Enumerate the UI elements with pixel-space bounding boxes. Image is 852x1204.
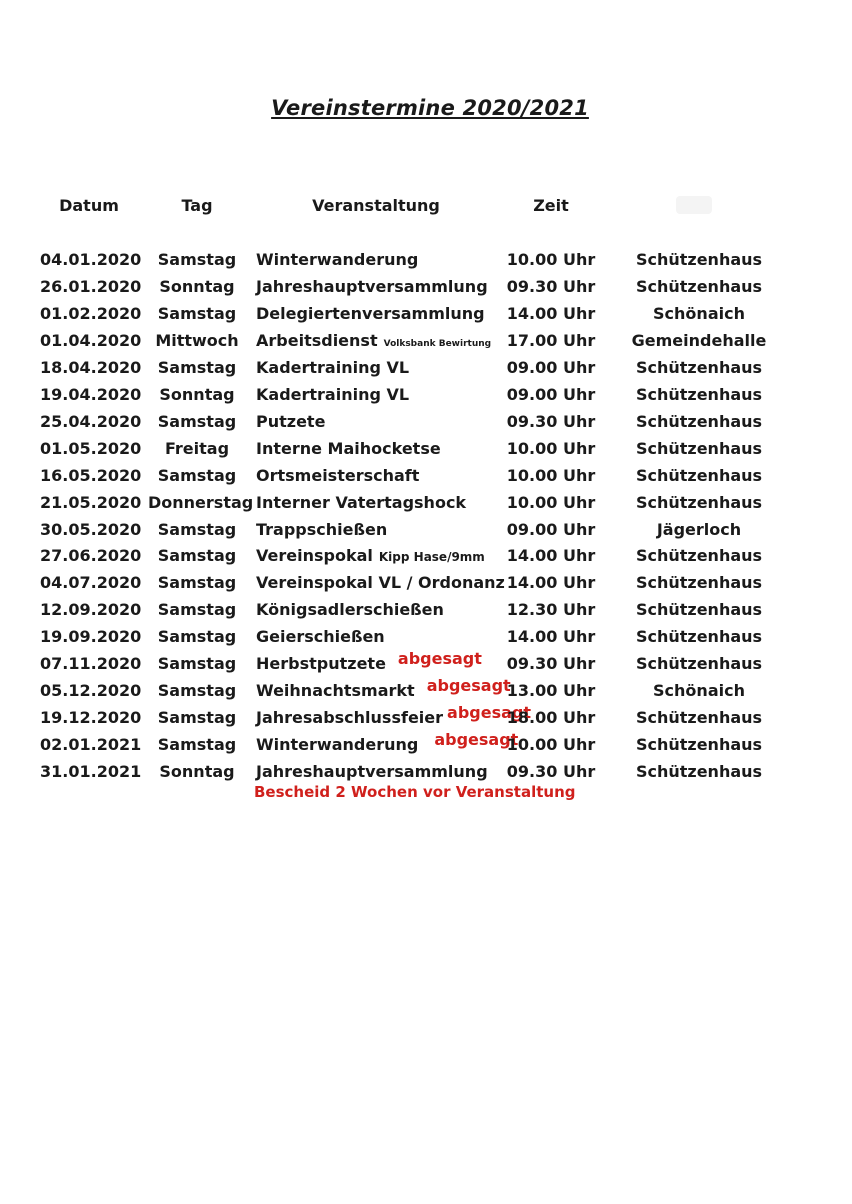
page-title: Vereinstermine 2020/2021 [271,96,589,120]
event-time: 14.00 Uhr [506,627,596,647]
event-name [256,277,506,296]
event-name [256,439,506,458]
event-name [256,573,506,592]
event-time: 09.30 Uhr [506,276,596,296]
event-day: Freitag [164,438,230,458]
event-note: Kipp Hase/9mm [378,550,485,565]
event-day: Samstag [157,654,237,674]
event-date: 04.01.2020 [40,250,142,269]
event-date: 19.09.2020 [40,627,142,647]
event-time: 09.00 Uhr [506,357,596,377]
event-time: 09.30 Uhr [506,654,596,674]
table-row [0,520,852,547]
event-day: Samstag [157,303,237,323]
event-location: Schützenhaus [635,438,763,458]
event-title: Interner Vatertagshock [256,492,467,512]
table-row [0,649,852,681]
event-location: Schönaich [653,681,745,701]
event-name [256,762,506,781]
event-time: 10.00 Uhr [506,438,596,458]
table-row [0,466,852,493]
event-location: Schützenhaus [635,250,763,269]
event-title: Jahreshauptversammlung [256,762,488,782]
event-location: Jägerloch [656,519,742,539]
event-title: Vereinspokal [256,546,373,566]
event-location: Schützenhaus [635,627,763,647]
event-title: Arbeitsdienst [256,330,378,350]
event-location: Schützenhaus [635,573,763,593]
scan-artifact [676,196,712,214]
table-row [0,385,852,412]
event-name [256,331,506,350]
table-row [0,546,852,573]
cancelled-badge: abgesagt [426,676,511,696]
table-row [0,250,852,277]
event-date: 01.05.2020 [40,438,142,458]
table-row [0,600,852,627]
event-location: Schönaich [653,303,745,323]
event-name [256,520,506,539]
event-date: 25.04.2020 [40,411,142,431]
event-date: 01.02.2020 [40,303,142,323]
event-title: Herbstputzete [256,654,386,674]
event-location: Schützenhaus [635,654,763,674]
event-day: Samstag [157,708,237,728]
event-time: 10.00 Uhr [506,492,596,512]
event-day: Samstag [157,735,237,755]
event-day: Samstag [157,546,237,566]
event-location: Schützenhaus [635,384,763,404]
event-title: Interne Maihocketse [256,438,441,458]
event-day: Samstag [157,357,237,377]
event-day: Samstag [157,573,237,593]
event-name [256,304,506,323]
event-date: 04.07.2020 [40,573,142,593]
event-day: Samstag [157,465,237,485]
event-title: Vereinspokal VL / Ordonanz [256,573,505,593]
event-date: 31.01.2021 [40,762,142,782]
event-date: 27.06.2020 [40,546,142,566]
event-date: 05.12.2020 [40,681,142,701]
event-location: Schützenhaus [635,708,763,728]
cancelled-badge: abgesagt [397,649,482,669]
event-location: Schützenhaus [635,465,763,485]
event-name [256,730,519,755]
event-name [256,412,506,431]
event-name [256,600,506,619]
event-day: Samstag [157,600,237,620]
event-day: Sonntag [159,276,235,296]
event-note: Volksbank Bewirtung [383,338,492,349]
event-location: Schützenhaus [635,546,763,566]
event-name [256,546,506,565]
event-time: 13.00 Uhr [506,681,596,701]
event-time: 10.00 Uhr [506,465,596,485]
event-time: 09.30 Uhr [506,762,596,782]
event-name [256,250,506,269]
event-title: Jahresabschlussfeier [256,708,444,728]
event-date: 02.01.2021 [40,735,142,755]
event-time: 18.00 Uhr [506,708,596,728]
table-row [0,331,852,358]
event-time: 10.00 Uhr [506,735,596,755]
event-location: Schützenhaus [635,600,763,620]
event-day: Sonntag [159,384,235,404]
event-title: Winterwanderung [256,735,419,755]
table-row [0,493,852,520]
event-time: 09.00 Uhr [506,384,596,404]
event-time: 14.00 Uhr [506,573,596,593]
table-row [0,304,852,331]
event-day: Mittwoch [155,330,239,350]
event-date: 07.11.2020 [40,654,142,674]
event-name [256,385,506,404]
event-title: Weihnachtsmarkt [256,681,415,701]
event-date: 21.05.2020 [40,492,142,512]
footer-note: Bescheid 2 Wochen vor Veranstaltung [254,783,576,801]
event-location: Schützenhaus [635,357,763,377]
event-date: 19.12.2020 [40,708,142,728]
event-name [256,703,531,728]
table-row [0,703,852,735]
event-date: 26.01.2020 [40,276,142,296]
event-day: Samstag [157,627,237,647]
event-day: Donnerstag [148,492,254,512]
event-time: 09.30 Uhr [506,411,596,431]
event-location: Schützenhaus [635,276,763,296]
table-row [0,730,852,762]
event-title: Winterwanderung [256,250,419,269]
event-date: 19.04.2020 [40,384,142,404]
event-name [256,466,506,485]
header-tag: Tag [181,196,213,215]
event-day: Samstag [157,519,237,539]
event-day: Samstag [157,250,237,269]
event-location: Schützenhaus [635,762,763,782]
table-row [0,676,852,708]
event-name [256,493,506,512]
event-time: 14.00 Uhr [506,303,596,323]
event-date: 01.04.2020 [40,330,142,350]
event-title: Putzete [256,411,326,431]
event-title: Kadertraining VL [256,357,410,377]
header-datum: Datum [59,196,119,215]
event-location: Schützenhaus [635,411,763,431]
event-title: Trappschießen [256,519,388,539]
event-time: 12.30 Uhr [506,600,596,620]
event-date: 12.09.2020 [40,600,142,620]
cancelled-badge: abgesagt [434,730,519,750]
table-row [0,277,852,304]
event-time: 10.00 Uhr [506,250,596,269]
event-day: Samstag [157,681,237,701]
event-date: 30.05.2020 [40,519,142,539]
table-row [0,573,852,600]
event-location: Schützenhaus [635,735,763,755]
event-name [256,358,506,377]
event-location: Gemeindehalle [631,330,767,350]
event-time: 17.00 Uhr [506,330,596,350]
event-day: Samstag [157,411,237,431]
table-row [0,358,852,385]
cancelled-badge: abgesagt [447,703,531,723]
event-title: Geierschießen [256,627,385,647]
event-day: Sonntag [159,762,235,782]
event-title: Jahreshauptversammlung [256,276,488,296]
event-time: 14.00 Uhr [506,546,596,566]
event-title: Kadertraining VL [256,384,410,404]
event-title: Königsadlerschießen [256,600,444,620]
event-location: Schützenhaus [635,492,763,512]
event-title: Ortsmeisterschaft [256,465,420,485]
event-title: Delegiertenversammlung [256,303,485,323]
header-zeit: Zeit [533,196,569,215]
event-name [256,627,506,646]
event-name [256,676,511,701]
event-date: 16.05.2020 [40,465,142,485]
table-row [0,439,852,466]
event-name [256,649,506,674]
event-date: 18.04.2020 [40,357,142,377]
event-time: 09.00 Uhr [506,519,596,539]
table-row [0,412,852,439]
header-veranstaltung: Veranstaltung [312,196,440,215]
